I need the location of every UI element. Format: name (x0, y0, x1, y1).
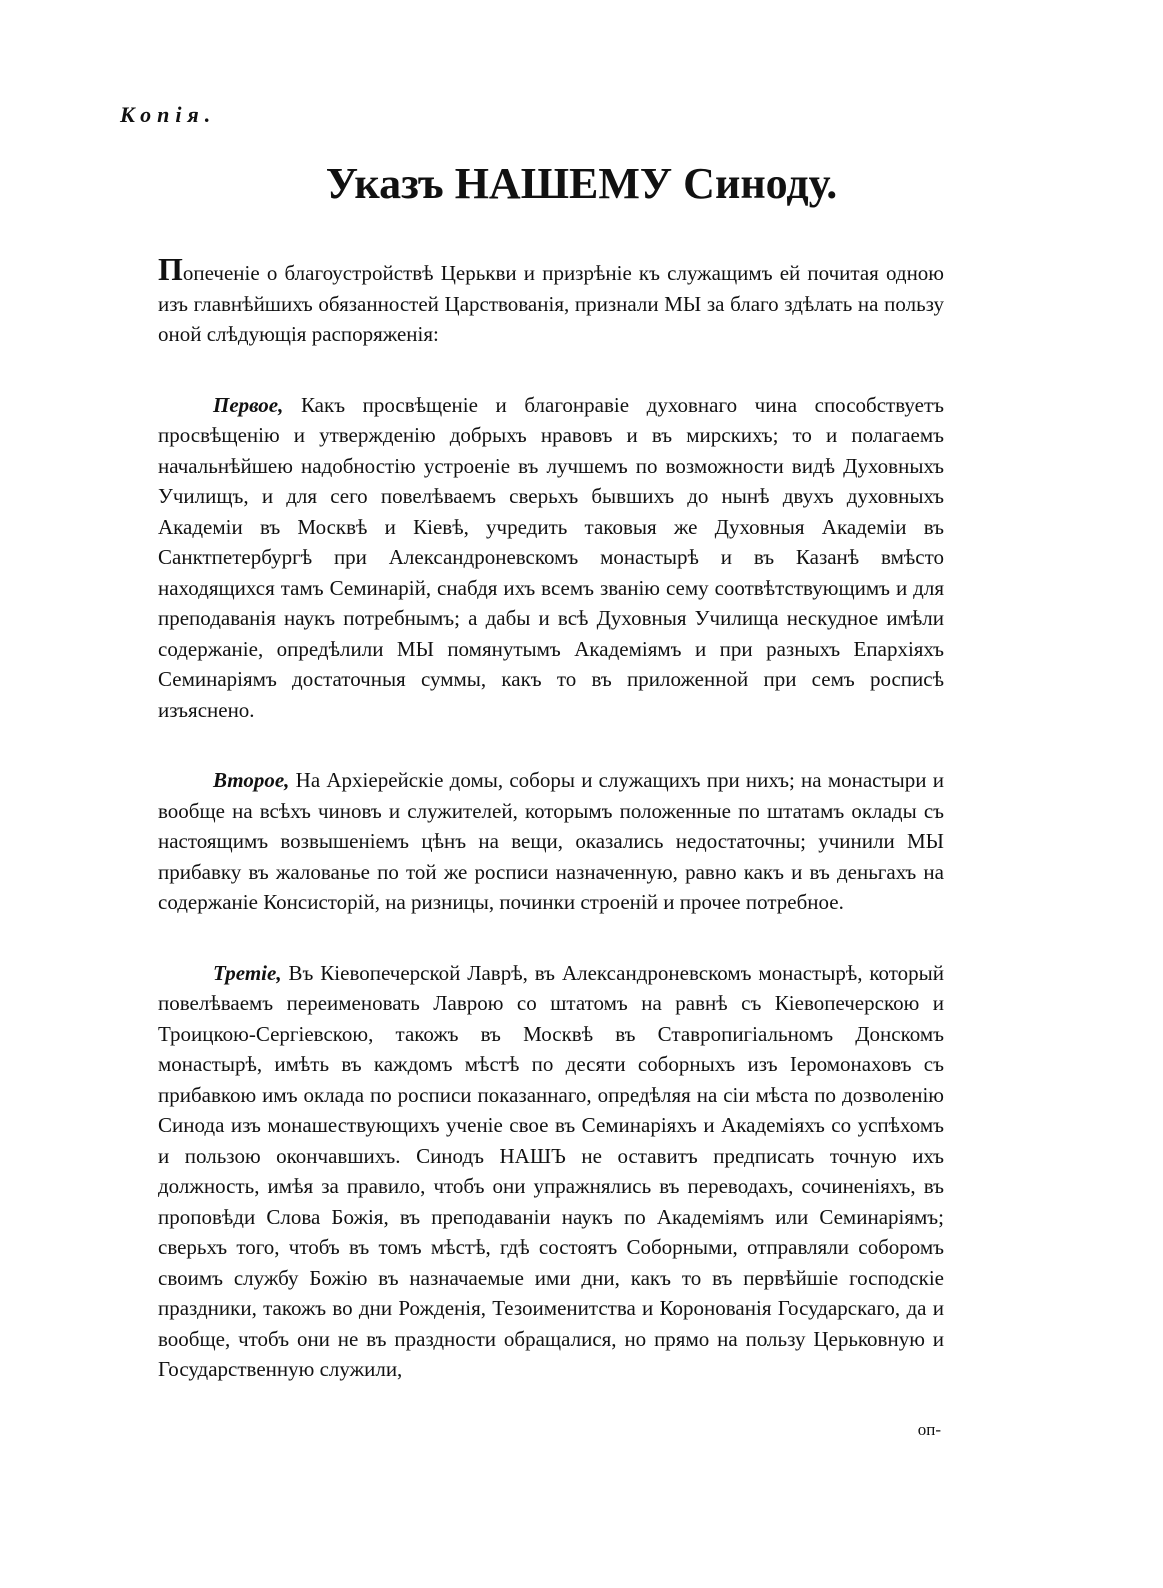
intro-text: опеченіе о благоустройствѣ Церькви и призрѣніе къ служащимъ ей почитая одною изъ главнѣйшихъ обязанностей Царствованія, признали МЫ за благо здѣлать на пользу оной слѣдующія распоряженія: (158, 261, 944, 346)
catchword: оп- (917, 1420, 941, 1439)
section-label: Второе, (213, 768, 290, 792)
section-text: На Архіерейскіе домы, соборы и служащихъ при нихъ; на монастыри и вообще на всѣхъ чиновъ и служителей, которымъ положенные по штатамъ оклады съ настоящимъ возвышеніемъ цѣнъ на вещи, оказались недостаточны; учинили МЫ прибавку въ жалованье по той же росписи назначенную, равно какъ и въ деньгахъ на содержаніе Консисторій, на ризницы, починки строеній и прочее потребное. (158, 768, 945, 914)
page-title: Указъ НАШЕМУ Синоду. (325, 159, 838, 208)
section-text: Въ Кіевопечерской Лаврѣ, въ Александроневскомъ монастырѣ, который повелѣваемъ переименовать Лаврою со штатомъ на равнѣ съ Кіевопечерскою и Троицкою-Сергіевскою, такожъ въ Москвѣ въ Ставропигіальномъ Донскомъ монастырѣ, имѣть въ каждомъ мѣстѣ по десяти соборныхъ изъ Іеромонаховъ съ прибавкою имъ оклада по росписи показаннаго, опредѣляя на сіи мѣста по дозволенію Синода изъ монашествующихъ ученіе свое въ Семинаріяхъ и Академіяхъ со успѣхомъ и пользою окончавшихъ. Синодъ НАШЪ не оставитъ предписать точную ихъ должность, имѣя за правило, чтобъ они упражнялись въ переводахъ, сочиненіяхъ, въ проповѣди Слова Божія, въ преподаваніи наукъ по Академіямъ или Семинаріямъ; сверьхъ того, чтобъ въ томъ мѣстѣ, гдѣ состоятъ Соборными, отправляли соборомъ своимъ службу Божію въ назначаемые ими дни, какъ то въ первѣйшіе господскіе праздники, такожъ во дни Рожденія, Тезоименитства и Коронованія Государскаго, да и вообще, чтобъ они не въ праздности обращалися, но прямо на пользу Церьковную и Государственную служили, (158, 960, 945, 1381)
section-label: Третіе, (213, 960, 282, 985)
decree-body (158, 251, 945, 1385)
drop-cap: П (158, 251, 183, 287)
section-first (158, 390, 944, 726)
copy-label: Копія. (120, 102, 217, 127)
intro-paragraph (158, 251, 944, 350)
section-third (158, 958, 944, 1385)
section-label: Первое, (213, 392, 284, 417)
section-text: Какъ просвѣщеніе и благонравіе духовнаго чина способствуетъ просвѣщенію и утвержденію добрыхъ нравовъ и въ мирскихъ; то и полагаемъ начальнѣйшею надобностію устроеніе въ лучшемъ по возможности видѣ Духовныхъ Училищъ, и для сего повелѣваемъ сверьхъ бывшихъ до нынѣ двухъ духовныхъ Академіи въ Москвѣ и Кіевѣ, учредить таковыя же Духовныя Академіи въ Санктпетербургѣ при Александроневскомъ монастырѣ и въ Казанѣ вмѣсто находящихся тамъ Семинарій, снабдя ихъ всемъ званію сему соотвѣтствующимъ и для преподаванія наукъ потребнымъ; а дабы и всѣ Духовныя Училища нескудное имѣли содержаніе, опредѣлили МЫ помянутымъ Академіямъ и при разныхъ Епархіяхъ Семинаріямъ достаточныя суммы, какъ то въ приложенной при семъ росписѣ изъяснено. (158, 392, 944, 722)
section-second (158, 765, 944, 918)
